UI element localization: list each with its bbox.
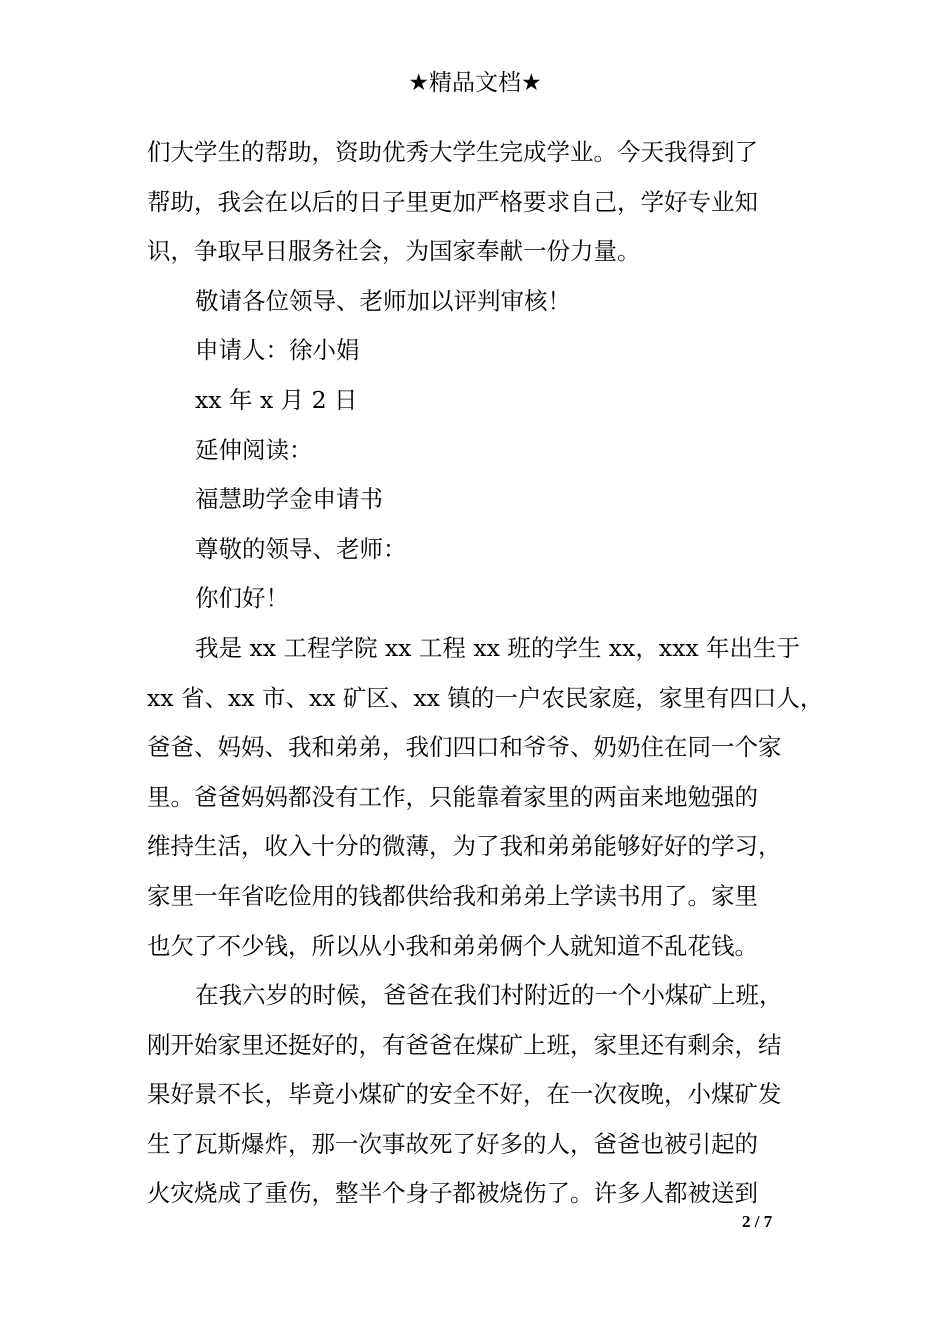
text-line: 敬请各位领导、老师加以评判审核！ xyxy=(195,286,571,315)
text-line: 也欠了不少钱，所以从小我和弟弟俩个人就知道不乱花钱。 xyxy=(147,931,758,960)
text-line: 刚开始家里还挺好的，有爸爸在煤矿上班，家里还有剩余，结 xyxy=(147,1030,782,1059)
text-line: 申请人：徐小娟 xyxy=(195,336,360,365)
text-line: 火灾烧成了重伤，整半个身子都被烧伤了。许多人都被送到 xyxy=(147,1179,758,1208)
text-line: 爸爸、妈妈、我和弟弟，我们四口和爷爷、奶奶住在同一个家 xyxy=(147,733,782,762)
text-line: xx 年 x 月 2 日 xyxy=(195,385,358,414)
document-header: ★精品文档★ xyxy=(408,70,542,96)
text-line: xx 省、xx 市、xx 矿区、xx 镇的一户农民家庭，家里有四口人， xyxy=(147,683,824,712)
text-line: 尊敬的领导、老师： xyxy=(195,534,407,563)
text-line: 帮助，我会在以后的日子里更加严格要求自己，学好专业知 xyxy=(147,187,758,216)
text-line: 里。爸爸妈妈都没有工作，只能靠着家里的两亩来地勉强的 xyxy=(147,782,758,811)
text-line: 们大学生的帮助，资助优秀大学生完成学业。今天我得到了 xyxy=(147,138,758,166)
text-line: 我是 xx 工程学院 xx 工程 xx 班的学生 xx，xxx 年出生于 xyxy=(195,633,801,662)
text-line: 生了瓦斯爆炸，那一次事故死了好多的人，爸爸也被引起的 xyxy=(147,1129,758,1158)
text-line: 家里一年省吃俭用的钱都供给我和弟弟上学读书用了。家里 xyxy=(147,881,758,910)
text-line: 果好景不长，毕竟小煤矿的安全不好，在一次夜晚，小煤矿发 xyxy=(147,1080,782,1109)
text-line: 在我六岁的时候，爸爸在我们村附近的一个小煤矿上班， xyxy=(195,981,783,1010)
document-body xyxy=(147,128,824,1219)
text-line: 延伸阅读： xyxy=(195,435,313,464)
text-line: 维持生活，收入十分的微薄，为了我和弟弟能够好好的学习， xyxy=(147,832,782,861)
page-number: 2 / 7 xyxy=(742,1212,773,1231)
text-line: 你们好！ xyxy=(195,584,289,613)
text-line: 识，争取早日服务社会，为国家奉献一份力量。 xyxy=(147,237,641,266)
text-line: 福慧助学金申请书 xyxy=(195,485,383,514)
